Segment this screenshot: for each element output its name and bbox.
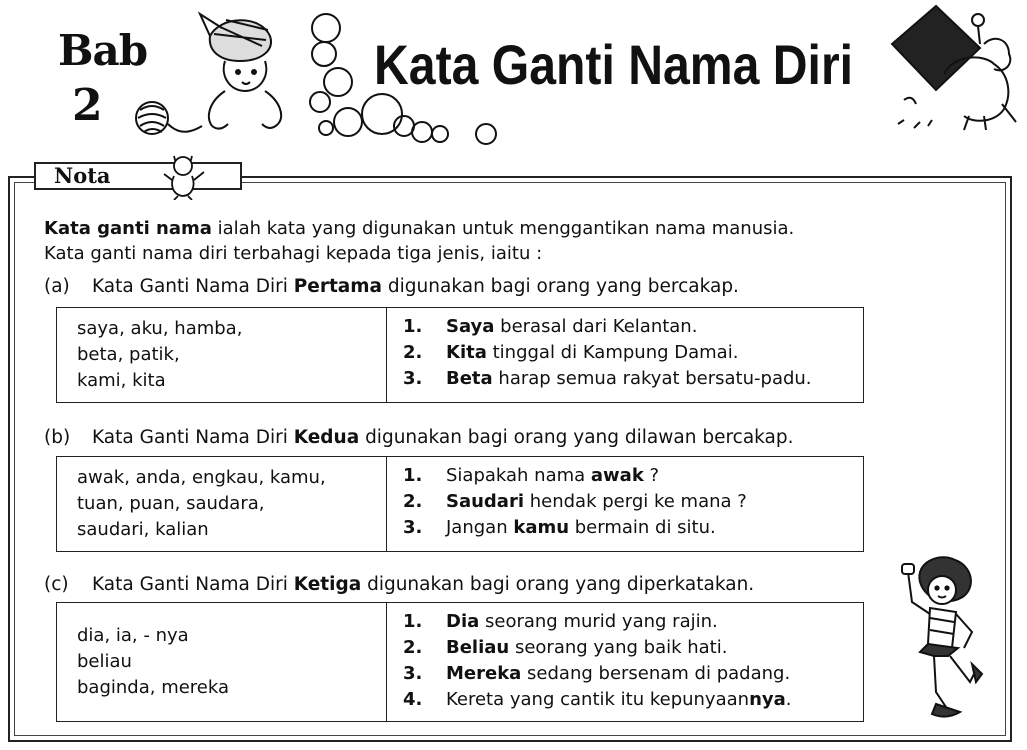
pronoun-list bbox=[57, 308, 387, 402]
example-row bbox=[403, 635, 863, 661]
girl-cartoon-illustration bbox=[890, 552, 990, 722]
pronoun-line: awak, anda, engkau, kamu, bbox=[77, 467, 326, 488]
example-bold: Beliau bbox=[446, 637, 510, 658]
example-number: 1. bbox=[403, 465, 423, 486]
example-text: tinggal di Kampung Damai. bbox=[486, 342, 739, 363]
example-text: seorang murid yang rajin. bbox=[479, 611, 718, 632]
example-number: 3. bbox=[403, 368, 423, 389]
cat-icon bbox=[160, 150, 208, 200]
section-label: (a) bbox=[44, 276, 70, 297]
example-text: Siapakah nama bbox=[446, 465, 591, 486]
example-number: 1. bbox=[403, 316, 423, 337]
bubbles-illustration bbox=[300, 4, 500, 154]
chapter-label: Bab bbox=[58, 26, 148, 75]
example-bold: awak bbox=[590, 465, 644, 486]
pronoun-line: saya, aku, hamba, bbox=[77, 318, 243, 339]
intro-line2: Kata ganti nama diri terbahagi kepada tiga jenis, iaitu : bbox=[44, 243, 543, 264]
example-list bbox=[387, 603, 863, 721]
chapter-number: 2 bbox=[72, 80, 103, 131]
example-row bbox=[403, 340, 863, 366]
example-table-b bbox=[56, 456, 864, 552]
example-text: Kereta yang cantik itu kepunyaan bbox=[446, 689, 750, 710]
example-text: hendak pergi ke mana ? bbox=[524, 491, 747, 512]
heading-bold: Pertama bbox=[293, 276, 383, 297]
heading-text: digunakan bagi orang yang bercakap. bbox=[382, 276, 739, 297]
pronoun-line: dia, ia, - nya bbox=[77, 625, 189, 646]
example-list bbox=[387, 308, 863, 402]
heading-bold: Ketiga bbox=[293, 574, 362, 595]
page-title: Kata Ganti Nama Diri bbox=[374, 33, 854, 96]
section-heading-b bbox=[44, 427, 794, 448]
example-row bbox=[403, 489, 863, 515]
heading-text: Kata Ganti Nama Diri bbox=[92, 574, 294, 595]
heading-bold: Kedua bbox=[293, 427, 360, 448]
intro-bold-term: Kata ganti nama bbox=[44, 218, 212, 239]
example-row bbox=[403, 314, 863, 340]
example-row bbox=[403, 687, 863, 713]
example-number: 2. bbox=[403, 342, 423, 363]
pronoun-line: beta, patik, bbox=[77, 344, 180, 365]
example-row bbox=[403, 463, 863, 489]
pronoun-line: tuan, puan, saudara, bbox=[77, 493, 265, 514]
example-number: 3. bbox=[403, 517, 423, 538]
heading-text: Kata Ganti Nama Diri bbox=[92, 427, 294, 448]
example-number: 3. bbox=[403, 663, 423, 684]
pronoun-list bbox=[57, 457, 387, 551]
example-bold: kamu bbox=[513, 517, 570, 538]
pronoun-list bbox=[57, 603, 387, 721]
section-label: (b) bbox=[44, 427, 71, 448]
example-text: harap semua rakyat bersatu-padu. bbox=[492, 368, 812, 389]
example-bold: Saya bbox=[446, 316, 495, 337]
section-heading-c bbox=[44, 574, 754, 595]
dog-book-illustration bbox=[884, 4, 1024, 134]
example-text: berasal dari Kelantan. bbox=[494, 316, 698, 337]
kitten-yarn-illustration bbox=[130, 6, 310, 146]
intro-line1: ialah kata yang digunakan untuk menggantikan nama manusia. bbox=[211, 218, 795, 239]
example-table-a bbox=[56, 307, 864, 403]
example-list bbox=[387, 457, 863, 551]
example-bold: Mereka bbox=[446, 663, 522, 684]
example-table-c bbox=[56, 602, 864, 722]
example-text: . bbox=[785, 689, 792, 710]
example-row bbox=[403, 366, 863, 392]
example-number: 2. bbox=[403, 637, 423, 658]
section-heading-a bbox=[44, 276, 739, 297]
example-bold: nya bbox=[749, 689, 786, 710]
pronoun-line: baginda, mereka bbox=[77, 677, 230, 698]
pronoun-line: saudari, kalian bbox=[77, 519, 209, 540]
example-number: 4. bbox=[403, 689, 423, 710]
pronoun-line: beliau bbox=[77, 651, 132, 672]
example-text: sedang bersenam di padang. bbox=[521, 663, 791, 684]
note-label: Nota bbox=[54, 163, 111, 188]
example-text: bermain di situ. bbox=[569, 517, 716, 538]
example-row bbox=[403, 609, 863, 635]
intro-text bbox=[44, 216, 944, 266]
heading-text: digunakan bagi orang yang diperkatakan. bbox=[361, 574, 755, 595]
pronoun-line: kami, kita bbox=[77, 370, 166, 391]
example-number: 2. bbox=[403, 491, 423, 512]
example-text: ? bbox=[643, 465, 660, 486]
example-row bbox=[403, 515, 863, 541]
example-row bbox=[403, 661, 863, 687]
example-number: 1. bbox=[403, 611, 423, 632]
heading-text: digunakan bagi orang yang dilawan bercakap. bbox=[359, 427, 794, 448]
heading-text: Kata Ganti Nama Diri bbox=[92, 276, 294, 297]
example-bold: Saudari bbox=[446, 491, 525, 512]
example-bold: Dia bbox=[446, 611, 480, 632]
example-text: Jangan bbox=[446, 517, 514, 538]
section-label: (c) bbox=[44, 574, 69, 595]
example-bold: Kita bbox=[446, 342, 487, 363]
example-text: seorang yang baik hati. bbox=[509, 637, 728, 658]
example-bold: Beta bbox=[446, 368, 493, 389]
